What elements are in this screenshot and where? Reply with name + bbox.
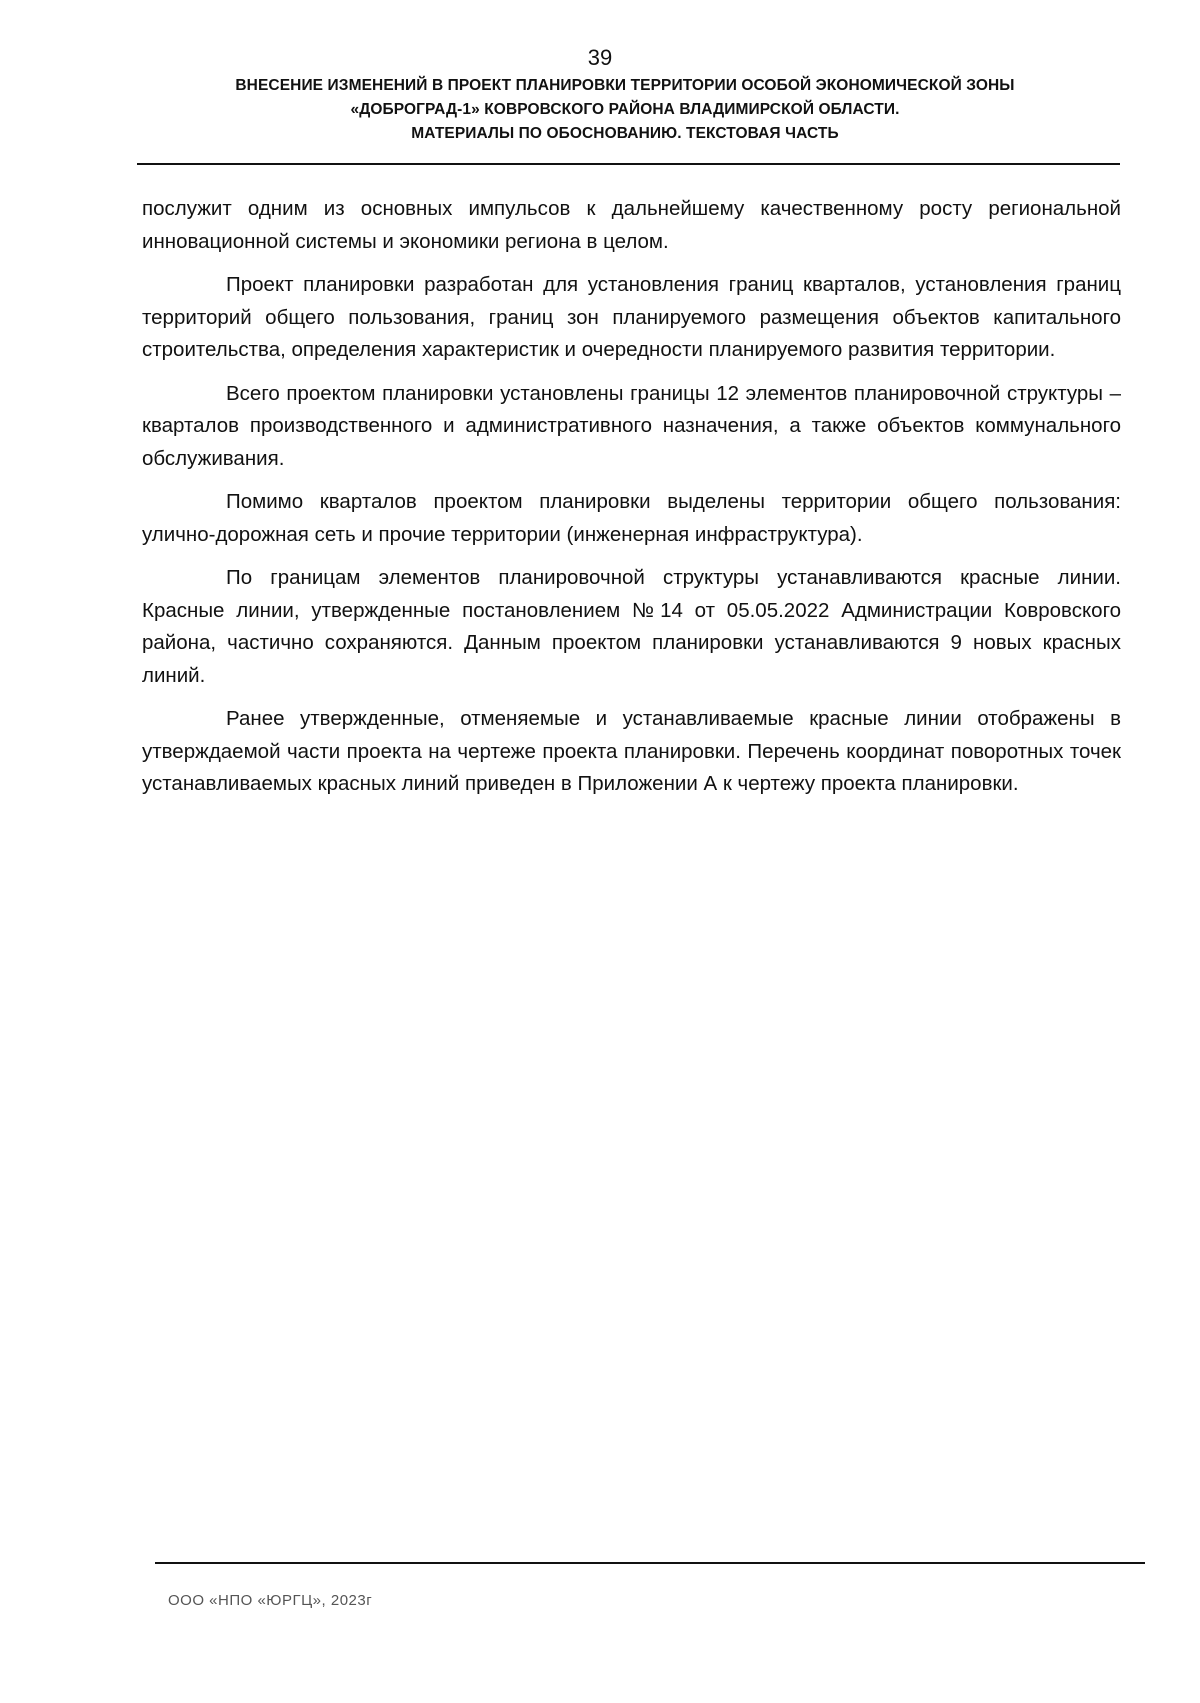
paragraph: Всего проектом планировки установлены границы 12 элементов планировочной структуры – кварталов производственного и административного назначения, а также объектов коммунального обслуживания.	[142, 381, 1121, 470]
document-title-line-1: ВНЕСЕНИЕ ИЗМЕНЕНИЙ В ПРОЕКТ ПЛАНИРОВКИ ТЕРРИТОРИИ ОСОБОЙ ЭКОНОМИЧЕСКОЙ ЗОНЫ	[235, 77, 1015, 94]
page-number: 39	[587, 45, 613, 70]
paragraph: Ранее утвержденные, отменяемые и устанавливаемые красные линии отображены в утверждаемой части проекта на чертеже проекта планировки. Перечень координат поворотных точек устанавливаемых красных линий приведен в Приложении А к чертежу проекта планировки.	[142, 707, 1121, 795]
header-divider	[137, 163, 1120, 165]
document-title	[130, 74, 1120, 146]
body-text	[142, 193, 1121, 812]
paragraph: По границам элементов планировочной структуры устанавливаются красные линии. Красные линии, утвержденные постановлением №14 от 05.05.2022 Администрации Ковровского района, частично сохраняются. Данным проектом планировки устанавливаются 9 новых красных линий.	[142, 566, 1121, 687]
paragraph: Проект планировки разработан для установления границ кварталов, установления границ территорий общего пользования, границ зон планируемого размещения объектов капитального строительства, определения характеристик и очередности планируемого развития территории.	[142, 273, 1121, 361]
document-title-line-3: МАТЕРИАЛЫ ПО ОБОСНОВАНИЮ. ТЕКСТОВАЯ ЧАСТЬ	[411, 125, 839, 142]
document-title-line-2: «ДОБРОГРАД-1» КОВРОВСКОГО РАЙОНА ВЛАДИМИРСКОЙ ОБЛАСТИ.	[350, 101, 900, 118]
paragraph-continuation: послужит одним из основных импульсов к дальнейшему качественному росту региональной инновационной системы и экономики региона в целом.	[142, 197, 1121, 253]
footer-divider	[155, 1562, 1145, 1564]
paragraph: Помимо кварталов проектом планировки выделены территории общего пользования: улично-дорожная сеть и прочие территории (инженерная инфраструктура).	[142, 490, 1121, 546]
footer-organization: ООО «НПО «ЮРГЦ», 2023г	[168, 1592, 373, 1609]
